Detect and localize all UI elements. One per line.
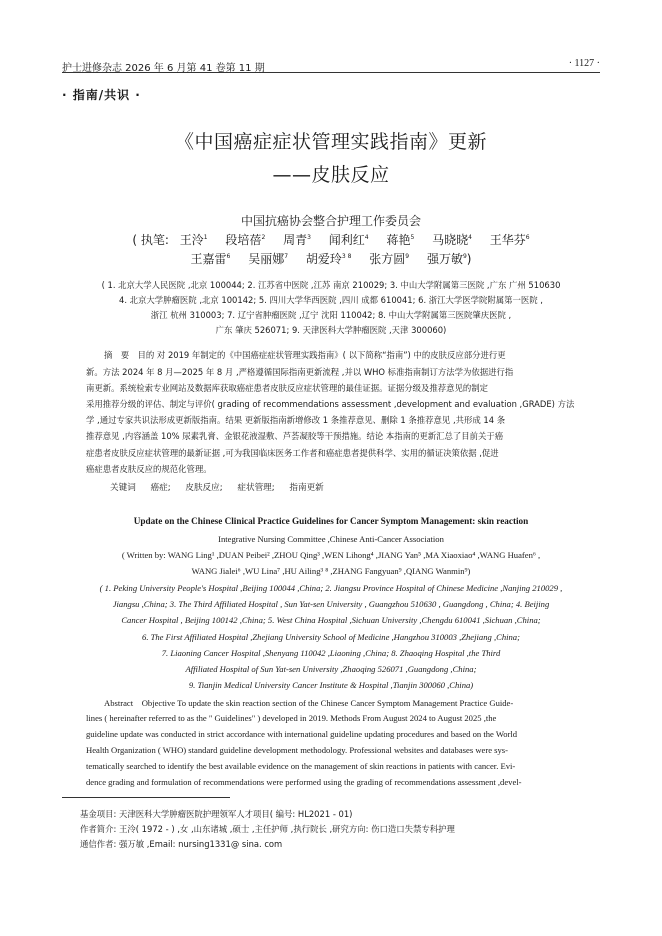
page-number: · 1127 · [568, 58, 600, 69]
affiliation-line: 广东 肇庆 526071; 9. 天津医科大学肿瘤医院 ,天津 300060) [215, 325, 447, 335]
english-title: Update on the Chinese Clinical Practice Guidelines for Cancer Symptom Management: skin reaction [133, 516, 529, 526]
header-divider [62, 72, 600, 73]
keyword: 症状管理; [237, 483, 275, 493]
abstract-cn-line: 癌症患者皮肤反应的规范化管理。 [86, 464, 212, 474]
affiliation-line: 4. 北京大学肿瘤医院 ,北京 100142; 5. 四川大学华西医院 ,四川 成都 610041; 6. 浙江大学医学院附属第一医院 , [119, 295, 543, 305]
keywords-label: 关键词 [110, 483, 136, 493]
english-authors-line: WANG Jialei⁶ ,WU Lina⁷ ,HU Ailing³ ⁸ ,ZHANG Fangyuan⁹ ,QIANG Wanmin⁹) [191, 566, 471, 576]
abstract-cn-line: 南更新。系统检索专业网站及数据库获取癌症患者皮肤反应症状管理的最佳证据。证据分级及推荐意见的制定 [86, 383, 488, 393]
english-abstract-line: tematically searched to identify the best available evidence on the management of skin reactions in patients with cancer. Evi- [86, 761, 516, 771]
author: 张方圆$^9$ [369, 252, 410, 266]
author-list-line-1 [0, 231, 662, 248]
footnote-author-bio: 作者简介: 王泠( 1972 - ) ,女 ,山东诸城 ,硕士 ,主任护师 ,执行院长 ,研究方向: 伤口造口失禁专科护理 [80, 824, 455, 834]
author: 马晓晓$^4$ [432, 233, 472, 247]
journal-header: 护士进修杂志 2026 年 6 月第 41 卷第 11 期 [62, 63, 265, 74]
footnote-corresponding: 通信作者: 强万敏 ,Email: nursing1331@ sina. com [80, 839, 283, 849]
keyword: 指南更新 [289, 483, 324, 493]
keywords-cn [110, 481, 336, 493]
author: 蒋艳$^5$ [386, 233, 415, 247]
english-affiliation-line: 9. Tianjin Medical University Cancer Institute & Hospital ,Tianjin 300060 ,China) [188, 680, 474, 690]
author: 王嘉雷$^6$ [190, 252, 231, 266]
author: 周青$^3$ [283, 233, 311, 247]
abstract-cn-line: 推荐意见 ,内容涵盖 10% 尿素乳膏、金银花液湿敷、芦荟凝胶等干预措施。结论 本指南的更新汇总了目前关于癌 [86, 431, 504, 441]
english-affiliation-line: Jiangsu ,China; 3. The Third Affiliated Hospital , Sun Yat-sen University , Guangzhou 510630 , Guangdong , China; 4. Beijing [112, 599, 550, 609]
abstract-cn-line: 症患者皮肤反应症状管理的最新证据 ,可为我国临床医务工作者和癌症患者提供科学、实用的循证决策依据 ,促进 [86, 448, 499, 458]
english-abstract-line: dence grading and formulation of recommendations were performed using the grading of recommendations assessment ,devel- [86, 777, 522, 787]
footnote-divider [62, 797, 230, 798]
english-abstract-line: Abstract Objective To update the skin reaction section of the Chinese Cancer Symptom Management Practice Guide- [104, 698, 514, 708]
english-abstract-line: lines ( hereinafter referred to as the " Guidelines" ) developed in 2019. Methods From August 2024 to August 2025 ,the [86, 713, 497, 723]
author: 强万敏$^9$) [426, 252, 472, 266]
author-list-line-2 [0, 250, 662, 267]
abstract-cn-line: 学 ,通过专家共识法形成更新版指南。结果 更新版指南新增修改 1 条推荐意见、删除 1 条推荐意见 ,共形成 14 条 [86, 415, 506, 425]
abstract-cn-line: 摘 要 目的 对 2019 年制定的《中国癌症症状管理实践指南》( 以下简称“指南”) 中的皮肤反应部分进行更 [104, 350, 506, 360]
abstract-cn-line: 新。方法 2024 年 8 月—2025 年 8 月 ,严格遵循国际指南更新流程 ,并以 WHO 标准指南制订方法学为依据进行指 [86, 367, 514, 377]
english-abstract-line: Health Organization ( WHO) standard guideline development methodology. Professional websites and databases were sys- [86, 745, 509, 755]
author: 胡爱玲$^{3 8}$ [305, 252, 352, 266]
author: 闻利红$^4$ [328, 233, 369, 247]
author-prefix: ( 执笔: [132, 233, 169, 247]
english-organization: Integrative Nursing Committee ,Chinese Anti-Cancer Association [218, 534, 444, 544]
author: 王泠$^1$ [179, 233, 208, 247]
abstract-cn-line: 采用推荐分级的评估、制定与评价( grading of recommendations assessment ,development and evaluation ,GRADE) 方法 [86, 399, 575, 409]
english-affiliation-line: Cancer Hospital , Beijing 100142 ,China; 5. West China Hospital ,Sichuan University ,Chengdu 610041 ,Sichuan ,China; [121, 615, 541, 625]
author: 王华芬$^6$ [489, 233, 530, 247]
english-affiliation-line: ( 1. Peking University People's Hospital ,Beijing 100044 ,China; 2. Jiangsu Province Hospital of Chinese Medicine ,Nanjing 210029 , [99, 583, 563, 593]
english-authors-line: ( Written by: WANG Ling¹ ,DUAN Peibei² ,ZHOU Qing³ ,WEN Lihong⁴ ,JIANG Yan⁵ ,MA Xiaoxiao⁴ ,WANG Huafen⁶ , [121, 550, 541, 560]
english-affiliation-line: 7. Liaoning Cancer Hospital ,Shenyang 110042 ,Liaoning ,China; 8. Zhaoqing Hospital ,the Third [161, 648, 501, 658]
english-abstract-line: guideline update was conducted in strict accordance with international guideline updating procedures and based on the World [86, 729, 518, 739]
keyword: 皮肤反应; [185, 483, 223, 493]
author-organization: 中国抗癌协会整合护理工作委员会 [240, 214, 421, 228]
affiliation-line: 浙江 杭州 310003; 7. 辽宁省肿瘤医院 ,辽宁 沈阳 110042; 8. 中山大学附属第三医院肇庆医院 , [150, 310, 512, 320]
author: 吴丽娜$^7$ [248, 252, 289, 266]
author: 段培蓓$^2$ [225, 233, 266, 247]
article-title: 《中国癌症症状管理实践指南》更新 [174, 131, 487, 153]
english-affiliation-line: Affiliated Hospital of Sun Yat-sen University ,Zhaoqing 526071 ,Guangdong ,China; [185, 664, 477, 674]
article-subtitle: ——皮肤反应 [272, 164, 390, 186]
affiliation-line: ( 1. 北京大学人民医院 ,北京 100044; 2. 江苏省中医院 ,江苏 南京 210029; 3. 中山大学附属第三医院 ,广东 广州 510630 [101, 280, 561, 290]
keyword: 癌症; [150, 483, 171, 493]
section-label: · 指南/共识 · [62, 88, 141, 102]
footnote-funding: 基金项目: 天津医科大学肿瘤医院护理领军人才项目( 编号: HL2021 - 01) [80, 809, 353, 819]
english-affiliation-line: 6. The First Affiliated Hospital ,Zhejiang University School of Medicine ,Hangzhou 310003 ,Zhejiang ,China; [142, 632, 520, 642]
